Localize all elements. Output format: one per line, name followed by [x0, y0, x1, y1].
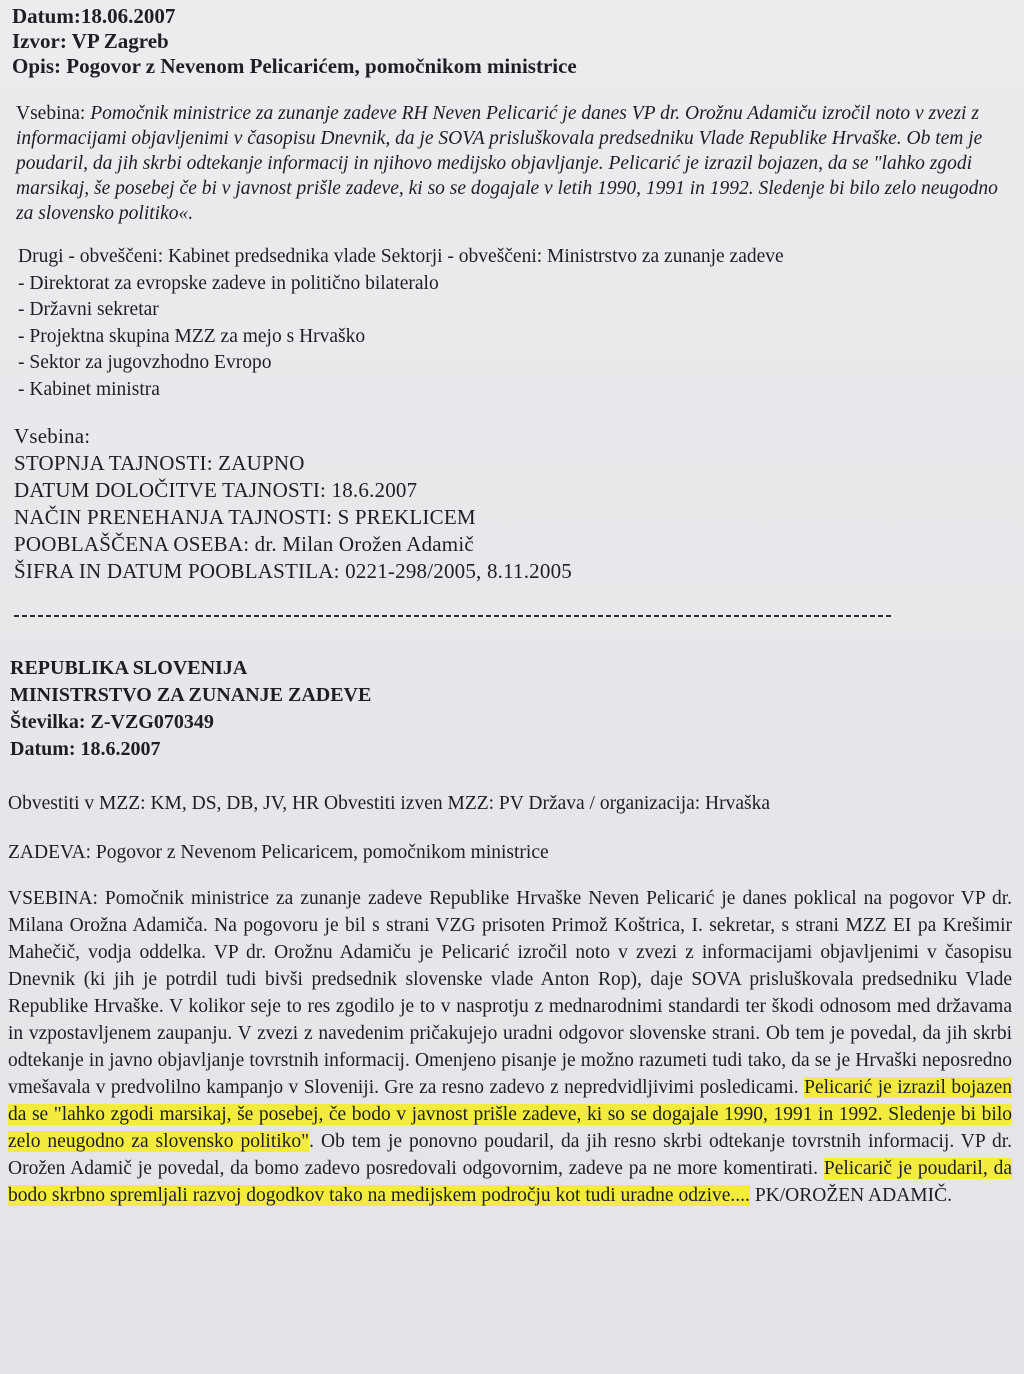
classification-nacin: NAČIN PRENEHANJA TAJNOSTI: S PREKLICEM [14, 505, 476, 529]
classification-oseba: POOBLAŠČENA OSEBA: dr. Milan Orožen Adamič [14, 532, 474, 556]
recipients-block [8, 244, 1016, 403]
body-paragraph [8, 885, 1016, 1209]
ministry-datum: Datum: 18.6.2007 [10, 738, 161, 760]
highlighted-statement: Pelicarič je poudaril, da bodo skrbno spremljali razvoj dogodkov tako na medijskem področju kot tudi uradne odzive.... [8, 1158, 1012, 1206]
classification-sifra: ŠIFRA IN DATUM POOBLASTILA: 0221-298/2005, 8.11.2005 [14, 559, 572, 583]
body-signature: PK/OROŽEN ADAMIČ. [749, 1185, 952, 1206]
classification-stopnja: STOPNJA TAJNOSTI: ZAUPNO [14, 451, 305, 475]
dashed-separator [14, 615, 894, 617]
summary-text: Pomočnik ministrice za zunanje zadeve RH Neven Pelicarić je danes VP dr. Orožnu Adamiču izročil noto v zvezi z informacijami objavljenimi v časopisu Dnevnik, da je SOVA prisluškovala predsedniku Vlade Republike Hrvaške. Ob tem je poudaril, da jih skrbi odtekanje informacij in njihovo medijsko objavljanje. Pelicarić je izrazil bojazen, da se "lahko zgodi marsikaj, še posebej če bi v javnost prišle zadeve, ki so se dogajale v letih 1990, 1991 in 1992. Sledenje bi bilo zelo neugodno za slovensko politiko«. [16, 103, 998, 224]
ministry-republika: REPUBLIKA SLOVENIJA [10, 657, 248, 679]
document-header [8, 4, 1016, 79]
header-opis: Opis: Pogovor z Nevenom Pelicarićem, pomočnikom ministrice [12, 54, 577, 78]
ministry-ministrstvo: MINISTRSTVO ZA ZUNANJE ZADEVE [10, 684, 372, 706]
ministry-header [8, 655, 1016, 763]
classification-block [8, 423, 1016, 585]
recipient-item: - Direktorat za evropske zadeve in politično bilateralo [18, 272, 439, 294]
recipient-item: - Kabinet ministra [18, 378, 160, 400]
body-text: . Ob tem je ponovno poudaril, da jih resno skrbi odtekanje tovrstnih informacij. VP dr. Orožen Adamič je povedal, da bomo zadevo posredovali odgovornim, zadeve pa ne more komentirati. [8, 1131, 1013, 1179]
highlighted-quote: Pelicarić je izrazil bojazen da se "lahko zgodi marsikaj, še posebej, če bodo v javnost prišle zadeve, ki so se dogajale 1990, 1991 in 1992. Sledenje bi bilo zelo neugodno za slovensko politiko" [8, 1077, 1012, 1152]
ministry-stevilka: Številka: Z-VZG070349 [10, 711, 214, 733]
recipient-item: - Državni sekretar [18, 299, 159, 320]
recipient-item: - Projektna skupina MZZ za mejo s Hrvaško [18, 325, 366, 347]
obvestiti-line: Obvestiti v MZZ: KM, DS, DB, JV, HR Obvestiti izven MZZ: PV Država / organizacija: Hrvaška [8, 793, 771, 814]
zadeva-line: ZADEVA: Pogovor z Nevenom Pelicaricem, pomočnikom ministrice [8, 842, 549, 863]
summary-lead: Vsebina: [16, 103, 86, 124]
classification-vsebina: Vsebina: [14, 424, 91, 448]
recipients-line: Drugi - obveščeni: Kabinet predsednika vlade Sektorji - obveščeni: Ministrstvo za zunanje zadeve [18, 246, 784, 267]
body-text: VSEBINA: Pomočnik ministrice za zunanje zadeve Republike Hrvaške Neven Pelicarić je danes poklical na pogovor VP dr. Milana Orožna Adamiča. Na pogovoru je bil s strani VZG prisoten Primož Koštrica, I. sekretar, s strani MZZ EI pa Krešimir Mahečič, vodja oddelka. VP dr. Orožnu Adamiču je Pelicarić izročil noto v zvezi z informacijami objavljenimi v časopisu Dnevnik (ki jih je potrdil tudi bivši predsednik slovenske vlade Anton Rop), daje SOVA prisluškovala predsedniku Vlade Republike Hrvaške. V kolikor seje to res zgodilo je to v nasprotju z mednarodnimi standardi ter škodi odnosom med državama in vzpostavljenem zaupanju. V zvezi z navedenim pričakujejo uradni odgovor slovenske strani. Ob tem je povedal, da jih skrbi odtekanje in javno objavljanje tovrstnih informacij. Omenjeno pisanje je možno razumeti tudi tako, da se je Hrvaški neposredno vmešavala v predvolilno kampanjo v Sloveniji. Gre za resno zadevo z nepredvidljivimi posledicami. [8, 888, 1012, 1098]
summary-paragraph [8, 101, 1016, 226]
recipient-item: - Sektor za jugovzhodno Evropo [18, 352, 272, 373]
header-datum: Datum:18.06.2007 [12, 4, 176, 28]
classification-datum: DATUM DOLOČITVE TAJNOSTI: 18.6.2007 [14, 478, 418, 502]
header-izvor: Izvor: VP Zagreb [12, 29, 169, 53]
